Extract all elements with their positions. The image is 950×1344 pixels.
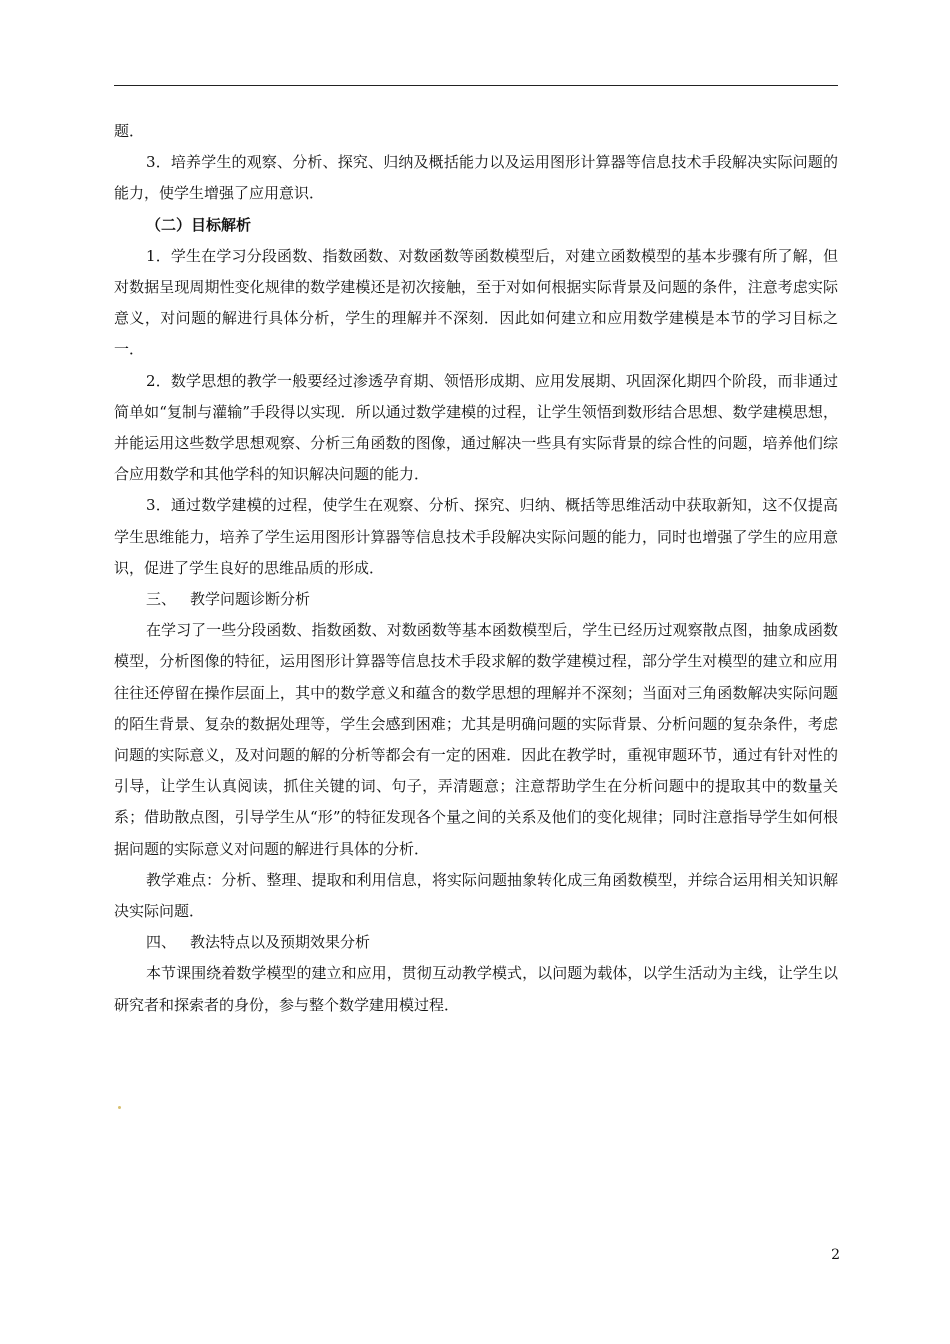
section-title: 教学问题诊断分析	[190, 590, 311, 609]
paragraph-difficulty: 教学难点：分析、整理、提取和利用信息，将实际问题抽象转化成三角函数模型，并综合运用相关知识解决实际问题．	[114, 870, 838, 921]
paragraph-analysis-3: 3．通过数学建模的过程，使学生在观察、分析、探究、归纳、概括等思维活动中获取新知，这不仅提高学生思维能力，培养了学生运用图形计算器等信息技术手段解决实际问题的能力，同时也增强了学生的应用意识，促进了学生良好的思维品质的形成．	[114, 496, 838, 577]
subheading-goal-analysis: （二）目标解析	[146, 215, 252, 234]
section-number: 四、	[146, 933, 177, 952]
header-rule	[114, 85, 838, 86]
page-number: 2	[831, 1247, 840, 1263]
section-heading-3	[114, 584, 838, 615]
section-title: 教法特点以及预期效果分析	[190, 933, 371, 952]
margin-dot	[118, 1106, 121, 1109]
paragraph-goal-3: 3．培养学生的观察、分析、探究、归纳及概括能力以及运用图形计算器等信息技术手段解决实际问题的能力，使学生增强了应用意识．	[114, 153, 838, 203]
section-number: 三、	[146, 590, 177, 609]
paragraph-analysis-2: 2．数学思想的教学一般要经过渗透孕育期、领悟形成期、应用发展期、巩固深化期四个阶段，而非通过简单如“复制与灌输”手段得以实现．所以通过数学建模的过程，让学生领悟到数形结合思想、数学建模思想，并能运用这些数学思想观察、分析三角函数的图像，通过解决一些具有实际背景的综合性的问题，培养他们综合应用数学和其他学科的知识解决问题的能力．	[114, 371, 838, 484]
paragraph-analysis-1: 1．学生在学习分段函数、指数函数、对数函数等函数模型后，对建立函数模型的基本步骤有所了解，但对数据呈现周期性变化规律的数学建模还是初次接触，至于对如何根据实际背景及问题的条件，注意考虑实际意义，对问题的解进行具体分析，学生的理解并不深刻．因此如何建立和应用数学建模是本节的学习目标之一．	[114, 246, 838, 359]
page-body	[114, 116, 838, 1021]
paragraph-method: 本节课围绕着数学模型的建立和应用，贯彻互动教学模式，以问题为载体，以学生活动为主线，让学生以研究者和探索者的身份，参与整个数学建用模过程．	[114, 964, 838, 1014]
paragraph-continuation: 题．	[114, 122, 145, 140]
paragraph-diagnosis: 在学习了一些分段函数、指数函数、对数函数等基本函数模型后，学生已经历过观察散点图，抽象成函数模型，分析图像的特征，运用图形计算器等信息技术手段求解的数学建模过程，部分学生对模型的建立和应用往往还停留在操作层面上，其中的数学意义和蕴含的数学思想的理解并不深刻；当面对三角函数解决实际问题的陌生背景、复杂的数据处理等，学生会感到困难；尤其是明确问题的实际背景、分析问题的复杂条件，考虑问题的实际意义，及对问题的解的分析等都会有一定的困难．因此在教学时，重视审题环节，通过有针对性的引导，让学生认真阅读，抓住关键的词、句子，弄清题意；注意帮助学生在分析问题中的提取其中的数量关系；借助散点图，引导学生从“形”的特征发现各个量之间的关系及他们的变化规律；同时注意指导学生如何根据问题的实际意义对问题的解进行具体的分析．	[114, 621, 838, 858]
section-heading-4	[114, 927, 838, 958]
